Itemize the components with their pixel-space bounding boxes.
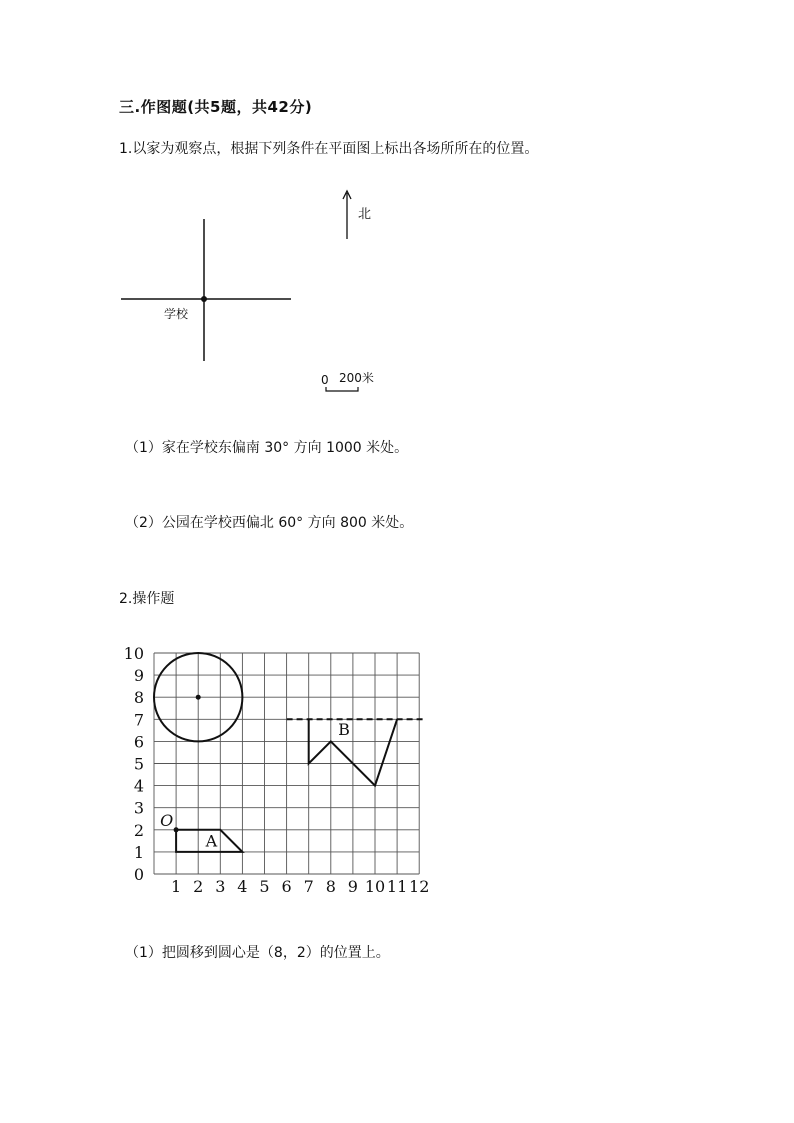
y-tick-label: 10 <box>123 644 144 663</box>
x-tick-label: 9 <box>347 877 358 896</box>
y-tick-label: 7 <box>133 710 144 730</box>
scale-distance: 200米 <box>339 371 374 385</box>
x-tick-label: 1 <box>171 877 182 896</box>
question-1-part-2: （2）公园在学校西偏北 60° 方向 800 米处。 <box>125 515 414 531</box>
x-tick-label: 10 <box>364 877 386 896</box>
x-tick-label: 8 <box>325 877 336 896</box>
y-tick-label: 0 <box>133 865 144 884</box>
x-tick-label: 11 <box>386 877 408 896</box>
origin-point <box>174 827 179 832</box>
y-tick-label: 4 <box>133 776 144 796</box>
x-tick-label: 6 <box>281 877 292 896</box>
question-1-part-1: （1）家在学校东偏南 30° 方向 1000 米处。 <box>125 440 409 456</box>
y-tick-label: 9 <box>133 666 144 686</box>
y-tick-label: 1 <box>133 842 144 862</box>
shape-b-label: B <box>338 719 350 739</box>
y-tick-label: 8 <box>133 688 144 708</box>
x-tick-label: 3 <box>215 877 226 896</box>
school-label: 学校 <box>164 307 189 321</box>
x-tick-label: 7 <box>303 877 314 896</box>
question-2-part-1: （1）把圆移到圆心是（8，2）的位置上。 <box>125 945 390 961</box>
x-tick-label: 5 <box>259 877 270 896</box>
y-tick-label: 3 <box>133 798 144 818</box>
question-1-prompt: 1.以家为观察点，根据下列条件在平面图上标出各场所所在的位置。 <box>119 141 539 157</box>
y-tick-label: 2 <box>133 820 144 840</box>
x-tick-label: 4 <box>237 877 248 896</box>
shape-a-label: A <box>205 831 218 851</box>
north-label: 北 <box>358 207 372 222</box>
question-2-title: 2.操作题 <box>119 591 175 607</box>
scale-zero: 0 <box>321 373 329 387</box>
y-tick-label: 5 <box>133 754 144 774</box>
x-tick-label: 2 <box>193 877 204 896</box>
section-title: 三.作图题(共5题，共42分) <box>119 98 313 116</box>
circle-center-point <box>196 695 201 700</box>
y-tick-label: 6 <box>133 732 144 752</box>
origin-label: O <box>160 810 174 830</box>
x-tick-label: 12 <box>409 877 430 896</box>
